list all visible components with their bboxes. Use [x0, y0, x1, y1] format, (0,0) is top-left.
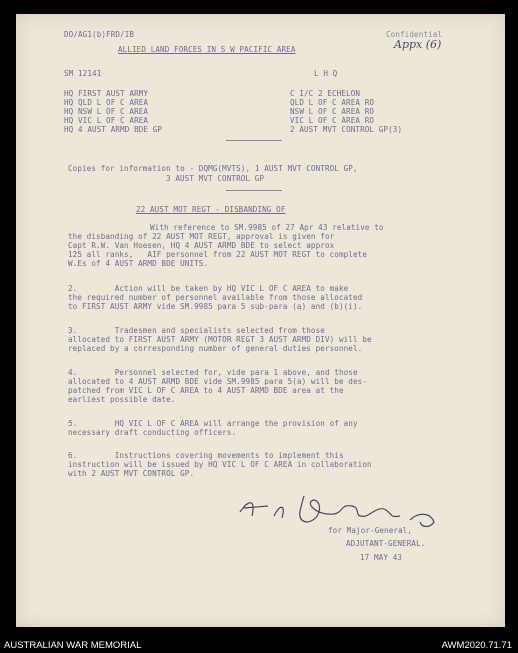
addressee: HQ VIC L OF C AREA	[64, 116, 149, 125]
text-line: the required number of personnel available from those allocated	[68, 293, 363, 302]
addressee: HQ 4 AUST ARMD BDE GP	[64, 125, 163, 134]
document-header: ALLIED LAND FORCES IN S W PACIFIC AREA	[118, 45, 296, 54]
signature-title: ADJUTANT-GENERAL.	[346, 539, 426, 548]
signature-date: 17 MAY 43	[360, 553, 403, 562]
text-line: patched from VIC L OF C AREA to 4 AUST ARMD BDE area at the	[68, 386, 344, 395]
text-line: 3. Tradesmen and specialists selected from those	[68, 326, 325, 335]
divider	[226, 190, 282, 191]
text-line: 2. Action will be taken by HQ VIC L OF C AREA to make	[68, 284, 349, 293]
text-line: replaced by a corresponding number of general duties personnel.	[68, 344, 363, 353]
addressee: HQ FIRST AUST ARMY	[64, 89, 149, 98]
classification-stamp: Confidential	[386, 30, 443, 39]
copies-line: Copies for information to - DQMG(MVTS), 1 AUST MVT CONTROL GP,	[68, 164, 358, 173]
text-line: 6. Instructions covering movements to implement this	[68, 451, 344, 460]
subject-line: 22 AUST MOT REGT - DISBANDING OF	[136, 205, 286, 214]
reference-number: SM 12141	[64, 69, 102, 78]
divider	[226, 140, 282, 141]
text-line: W.Es of 4 AUST ARMD BDE UNITS.	[68, 259, 209, 268]
text-line: necessary draft conducting officers.	[68, 428, 237, 437]
footer-institution: AUSTRALIAN WAR MEMORIAL	[4, 640, 142, 651]
text-line: instruction will be issued by HQ VIC L OF C AREA in collaboration	[68, 460, 372, 469]
addressee: VIC L OF C AREA RO	[290, 116, 375, 125]
issuing-hq: L H Q	[314, 69, 338, 78]
addressee: QLD L OF C AREA RO	[290, 98, 375, 107]
text-line: the disbanding of 22 AUST MOT REGT, approval is given for	[68, 232, 335, 241]
addressee: NSW L OF C AREA RO	[290, 107, 375, 116]
text-line: 125 all ranks, AIF personnel from 22 AUST MOT REGT to complete	[68, 250, 367, 259]
text-line: Capt R.W. Van Hoesen, HQ 4 AUST ARMD BDE to select approx	[68, 241, 335, 250]
addressee: HQ QLD L OF C AREA	[64, 98, 149, 107]
text-line: 4. Personnel selected for, vide para 1 above, and those	[68, 368, 358, 377]
copies-line: 3 AUST MVT CONTROL GP	[166, 174, 265, 183]
text-line: allocated to 4 AUST ARMD BDE vide SM.9985 para 5(a) will be des-	[68, 377, 367, 386]
text-line: to FIRST AUST ARMY vide SM.9985 para 5 sub-para (a) and (b)(i).	[68, 302, 363, 311]
document-page	[16, 14, 505, 627]
addressee: C I/C 2 ECHELON	[290, 89, 361, 98]
text-line: earliest possible date.	[68, 395, 176, 404]
text-line: allocated to FIRST AUST ARMY (MOTOR REGT 3 AUST ARMD DIV) will be	[68, 335, 372, 344]
text-line: with 2 AUST MVT CONTROL GP.	[68, 469, 195, 478]
addressee: HQ NSW L OF C AREA	[64, 107, 149, 116]
text-line: 5. HQ VIC L OF C AREA will arrange the provision of any	[68, 419, 358, 428]
text-line: With reference to SM.9985 of 27 Apr 43 relative to	[150, 223, 384, 232]
addressee: 2 AUST MVT CONTROL GP(3)	[290, 125, 403, 134]
signature-for-line: for Major-General,	[328, 526, 413, 535]
file-reference: DO/AG1(b)FRD/IB	[64, 30, 135, 39]
handwritten-appendix-note: Appx (6)	[394, 38, 442, 51]
footer-accession-number: AWM2020.71.71	[441, 640, 512, 651]
